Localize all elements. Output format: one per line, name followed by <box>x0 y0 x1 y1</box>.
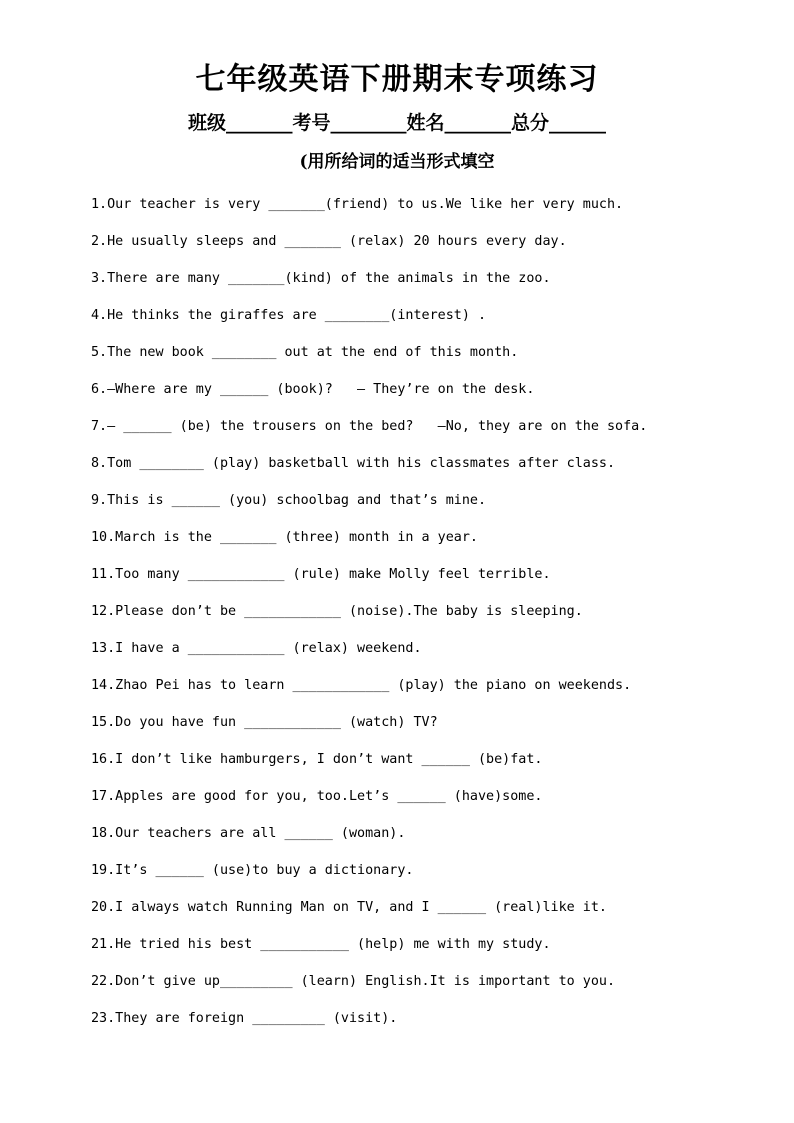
question-2: 2.He usually sleeps and _______ (relax) 20 hours every day. <box>91 234 567 249</box>
question-10: 10.March is the _______ (three) month in a year. <box>91 530 478 545</box>
question-18: 18.Our teachers are all ______ (woman). <box>91 826 406 841</box>
question-8: 8.Tom ________ (play) basketball with his classmates after class. <box>91 456 616 471</box>
question-1: 1.Our teacher is very _______(friend) to us.We like her very much. <box>91 197 624 212</box>
question-12: 12.Please don’t be ____________ (noise).The baby is sleeping. <box>91 604 583 619</box>
question-4: 4.He thinks the giraffes are ________(interest) . <box>91 308 487 323</box>
question-17: 17.Apples are good for you, too.Let’s ______ (have)some. <box>91 789 543 804</box>
question-16: 16.I don’t like hamburgers, I don’t want ______ (be)fat. <box>91 752 543 767</box>
question-21: 21.He tried his best ___________ (help) me with my study. <box>91 937 551 952</box>
question-7: 7.— ______ (be) the trousers on the bed? —No, they are on the sofa. <box>91 419 648 434</box>
question-22: 22.Don’t give up_________ (learn) English.It is important to you. <box>91 974 616 989</box>
question-23: 23.They are foreign _________ (visit). <box>91 1011 398 1026</box>
question-15: 15.Do you have fun ____________ (watch) TV? <box>91 715 438 730</box>
question-5: 5.The new book ________ out at the end of this month. <box>91 345 519 360</box>
section-instruction: (用所给词的适当形式填空 <box>299 152 495 172</box>
page-title: 七年级英语下册期末专项练习 <box>195 62 599 97</box>
question-13: 13.I have a ____________ (relax) weekend. <box>91 641 422 656</box>
question-20: 20.I always watch Running Man on TV, and I ______ (real)like it. <box>91 900 607 915</box>
question-11: 11.Too many ____________ (rule) make Molly feel terrible. <box>91 567 551 582</box>
question-list <box>91 191 647 1042</box>
question-3: 3.There are many _______(kind) of the animals in the zoo. <box>91 271 551 286</box>
question-9: 9.This is ______ (you) schoolbag and that’s mine. <box>91 493 487 508</box>
student-info-line: 班级_______考号________姓名_______总分______ <box>187 112 606 134</box>
question-6: 6.—Where are my ______ (book)? — They’re on the desk. <box>91 382 535 397</box>
question-14: 14.Zhao Pei has to learn ____________ (play) the piano on weekends. <box>91 678 632 693</box>
question-19: 19.It’s ______ (use)to buy a dictionary. <box>91 863 414 878</box>
